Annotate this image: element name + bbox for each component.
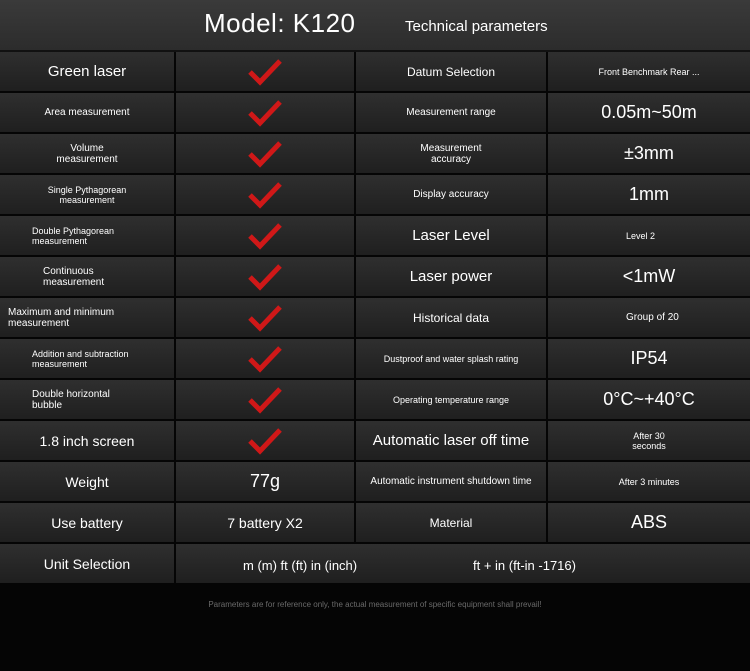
check-icon — [247, 303, 283, 333]
disclaimer: Parameters are for reference only, the actual measurement of specific equipment shall prevail! — [208, 600, 542, 609]
check-cell — [176, 175, 354, 214]
feature-label: Continuous measurement — [0, 257, 174, 296]
table-row — [0, 462, 750, 501]
check-icon — [247, 139, 283, 169]
param-value: 0°C~+40°C — [548, 380, 750, 419]
check-cell — [176, 257, 354, 296]
param-value: Front Benchmark Rear ... — [548, 52, 750, 91]
unit-selection-row — [0, 544, 750, 583]
param-value: 0.05m~50m — [548, 93, 750, 132]
param-label: Operating temperature range — [356, 380, 546, 419]
check-icon — [247, 344, 283, 374]
check-icon — [247, 180, 283, 210]
feature-label: Volume measurement — [0, 134, 174, 173]
table-row — [0, 503, 750, 542]
table-row — [0, 257, 750, 296]
feature-label: Addition and subtraction measurement — [0, 339, 174, 378]
param-label: Datum Selection — [356, 52, 546, 91]
check-cell — [176, 93, 354, 132]
check-icon — [247, 221, 283, 251]
table-row — [0, 93, 750, 132]
feature-value: 7 battery X2 — [176, 503, 354, 542]
feature-label: 1.8 inch screen — [0, 421, 174, 460]
feature-label: Maximum and minimum measurement — [0, 298, 174, 337]
table-row — [0, 380, 750, 419]
table-row — [0, 52, 750, 91]
param-label: Automatic laser off time — [356, 421, 546, 460]
check-icon — [247, 57, 283, 87]
feature-label: Area measurement — [0, 93, 174, 132]
param-value: After 30 seconds — [548, 421, 750, 460]
param-value: <1mW — [548, 257, 750, 296]
feature-label: Double Pythagorean measurement — [0, 216, 174, 255]
param-label: Laser Level — [356, 216, 546, 255]
unit-selection-values — [176, 544, 750, 583]
check-cell — [176, 216, 354, 255]
table-row — [0, 216, 750, 255]
param-value: ±3mm — [548, 134, 750, 173]
param-value: Group of 20 — [548, 298, 750, 337]
feature-value: 77g — [176, 462, 354, 501]
table-row — [0, 298, 750, 337]
param-label: Laser power — [356, 257, 546, 296]
check-icon — [247, 262, 283, 292]
check-cell — [176, 421, 354, 460]
param-value: Level 2 — [548, 216, 750, 255]
feature-label: Weight — [0, 462, 174, 501]
feature-label: Use battery — [0, 503, 174, 542]
check-cell — [176, 298, 354, 337]
feature-label: Green laser — [0, 52, 174, 91]
table-row — [0, 339, 750, 378]
table-row — [0, 175, 750, 214]
param-label: Material — [356, 503, 546, 542]
table-row — [0, 134, 750, 173]
param-label: Display accuracy — [356, 175, 546, 214]
param-label: Dustproof and water splash rating — [356, 339, 546, 378]
feature-label: Single Pythagorean measurement — [0, 175, 174, 214]
check-icon — [247, 426, 283, 456]
param-value: After 3 minutes — [548, 462, 750, 501]
model-title: Model: K120 — [204, 8, 356, 38]
check-cell — [176, 52, 354, 91]
feature-label: Double horizontal bubble — [0, 380, 174, 419]
param-value: 1mm — [548, 175, 750, 214]
table-row — [0, 421, 750, 460]
technical-parameters-title: Technical parameters — [405, 18, 548, 35]
header — [0, 0, 750, 52]
param-label: Measurement accuracy — [356, 134, 546, 173]
unit-selection-label: Unit Selection — [0, 544, 174, 583]
param-label: Historical data — [356, 298, 546, 337]
param-label: Automatic instrument shutdown time — [356, 462, 546, 501]
check-cell — [176, 339, 354, 378]
param-label: Measurement range — [356, 93, 546, 132]
check-icon — [247, 98, 283, 128]
unit-option-metric: m (m) ft (ft) in (inch) — [243, 558, 358, 573]
unit-option-ft-in: ft + in (ft-in -1716) — [473, 558, 576, 573]
check-cell — [176, 134, 354, 173]
check-cell — [176, 380, 354, 419]
check-icon — [247, 385, 283, 415]
param-value: IP54 — [548, 339, 750, 378]
param-value: ABS — [548, 503, 750, 542]
